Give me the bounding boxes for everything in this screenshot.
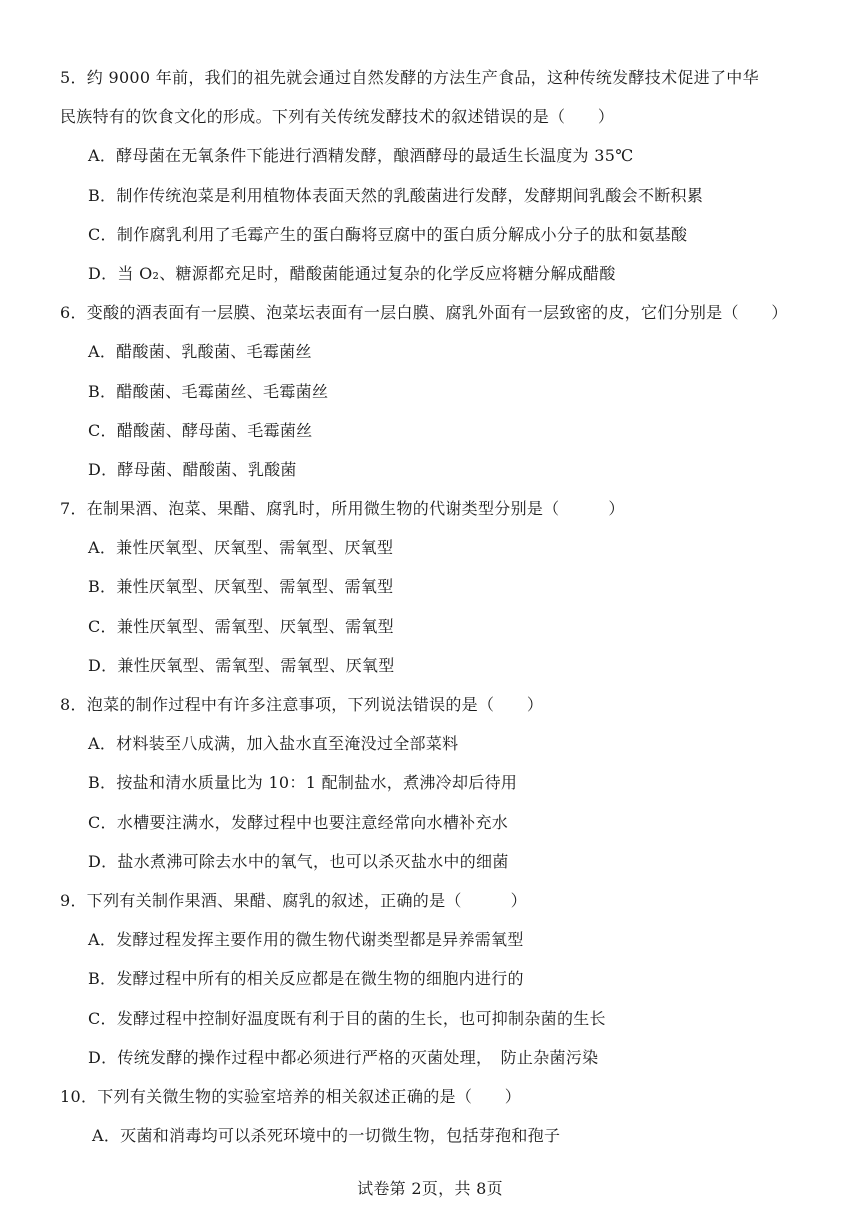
question-5-option-a: A．酵母菌在无氧条件下能进行酒精发酵，酿酒酵母的最适生长温度为 35℃ <box>88 146 634 166</box>
question-6-option-c: C．醋酸菌、酵母菌、毛霉菌丝 <box>88 420 313 440</box>
question-8-option-c: C．水槽要注满水，发酵过程中也要注意经常向水槽补充水 <box>88 812 509 832</box>
question-5-option-b: B．制作传统泡菜是利用植物体表面天然的乳酸菌进行发酵，发酵期间乳酸会不断积累 <box>88 185 704 205</box>
question-9-option-c: C．发酵过程中控制好温度既有利于目的菌的生长，也可抑制杂菌的生长 <box>88 1008 606 1028</box>
question-8-option-d: D．盐水煮沸可除去水中的氧气，也可以杀灭盐水中的细菌 <box>88 851 509 871</box>
question-9-stem: 9．下列有关制作果酒、果醋、腐乳的叙述，正确的是（ ） <box>60 890 527 910</box>
question-8-stem: 8．泡菜的制作过程中有许多注意事项，下列说法错误的是（ ） <box>60 695 544 714</box>
question-7-option-d: D．兼性厌氧型、需氧型、需氧型、厌氧型 <box>88 655 395 675</box>
question-5-stem-line-2: 民族特有的饮食文化的形成。下列有关传统发酵技术的叙述错误的是（ ） <box>60 107 615 127</box>
question-5-option-d: D．当 O₂、糖源都充足时，醋酸菌能通过复杂的化学反应将糖分解成醋酸 <box>88 263 616 283</box>
question-list <box>0 58 860 1155</box>
question-10-stem: 10．下列有关微生物的实验室培养的相关叙述正确的是（ ） <box>60 1086 522 1106</box>
question-9-option-d: D．传统发酵的操作过程中都必须进行严格的灭菌处理， 防止杂菌污染 <box>88 1047 599 1067</box>
question-7-option-b: B．兼性厌氧型、厌氧型、需氧型、需氧型 <box>88 577 394 597</box>
question-6-stem: 6．变酸的酒表面有一层膜、泡菜坛表面有一层白膜、腐乳外面有一层致密的皮，它们分别是（ ） <box>60 303 788 323</box>
question-6-option-a: A．醋酸菌、乳酸菌、毛霉菌丝 <box>88 342 312 362</box>
question-6-option-d: D．酵母菌、醋酸菌、乳酸菌 <box>88 459 297 479</box>
question-7-stem: 7．在制果酒、泡菜、果醋、腐乳时，所用微生物的代谢类型分别是（ ） <box>60 499 625 519</box>
question-6-option-b: B．醋酸菌、毛霉菌丝、毛霉菌丝 <box>88 381 329 401</box>
question-5-stem-line-1: 5．约 9000 年前，我们的祖先就会通过自然发酵的方法生产食品，这种传统发酵技术促进了中华 <box>60 68 759 87</box>
question-8-option-a: A．材料装至八成满，加入盐水直至淹没过全部菜料 <box>88 734 459 754</box>
page-footer: 试卷第 2页，共 8页 <box>357 1179 503 1198</box>
question-9-option-b: B．发酵过程中所有的相关反应都是在微生物的细胞内进行的 <box>88 969 524 989</box>
question-8-option-b: B．按盐和清水质量比为 10：1 配制盐水，煮沸冷却后待用 <box>88 773 518 793</box>
question-7-option-a: A．兼性厌氧型、厌氧型、需氧型、厌氧型 <box>88 538 394 558</box>
question-7-option-c: C．兼性厌氧型、需氧型、厌氧型、需氧型 <box>88 616 394 636</box>
question-5-option-c: C．制作腐乳利用了毛霉产生的蛋白酶将豆腐中的蛋白质分解成小分子的肽和氨基酸 <box>88 224 688 244</box>
question-9-option-a: A．发酵过程发挥主要作用的微生物代谢类型都是异养需氧型 <box>88 930 524 950</box>
question-10-option-a: A．灭菌和消毒均可以杀死环境中的一切微生物，包括芽孢和孢子 <box>92 1126 561 1146</box>
